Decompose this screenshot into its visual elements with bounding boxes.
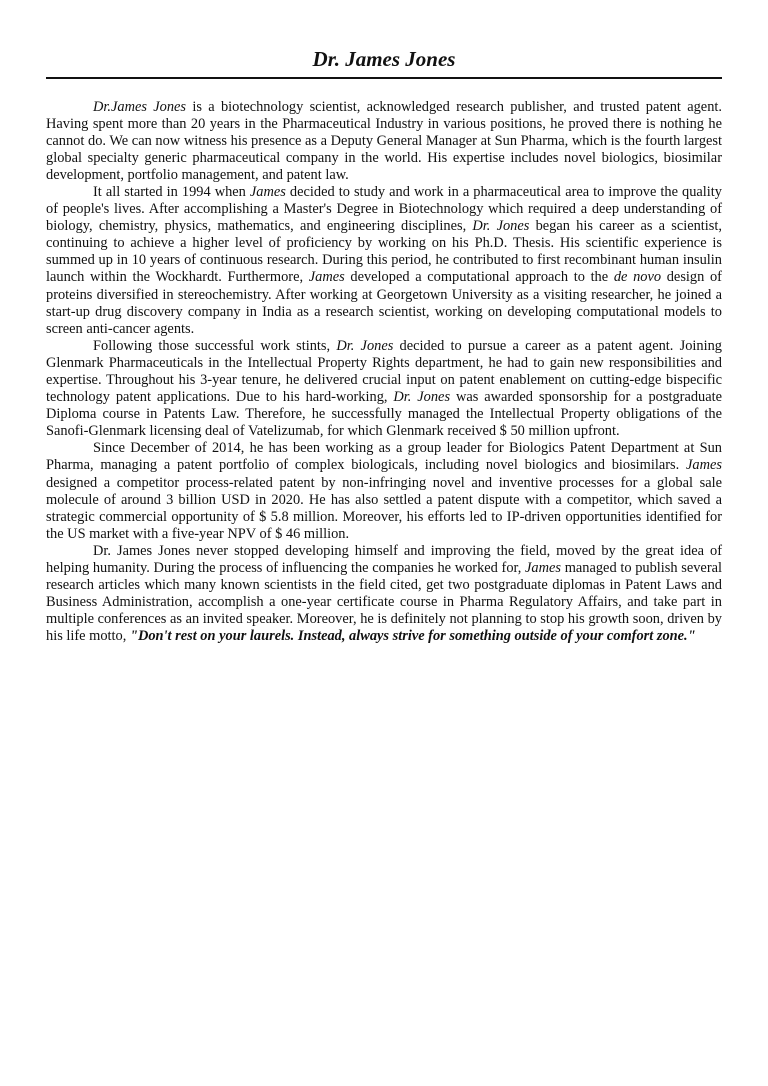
emphasis-text: James bbox=[525, 560, 562, 577]
paragraph-text: decided to pursue a career as a patent agent. Joining Glenmark Pharmaceuticals in the Intellectual Property Rights department, he had to gain new responsibilities and expertise. Throughout his 3-year tenure, he delivered crucial input on patent enablement on cutting-edge bispecific technology patent applications. Due to his hard-working, bbox=[46, 337, 722, 406]
paragraph-4 bbox=[46, 440, 722, 543]
paragraph-text: is a biotechnology scientist, acknowledged research publisher, and trusted patent agent. Having spent more than 20 years in the Pharmaceutical Industry in various positions, he proved there is nothing he cannot do. We can now witness his presence as a Deputy General Manager at Sun Pharma, which is the fourth largest global specialty generic pharmaceutical company in the world. His expertise includes novel biologics, biosimilar development, portfolio management, and patent law. bbox=[46, 98, 722, 183]
document-page bbox=[46, 44, 722, 646]
title-divider bbox=[46, 77, 722, 79]
emphasis-text: James bbox=[308, 269, 345, 286]
emphasis-text: Dr. Jones bbox=[336, 337, 394, 354]
page-title: Dr. James Jones bbox=[312, 47, 456, 71]
paragraph-text: Following those successful work stints, bbox=[93, 337, 337, 354]
paragraph-1 bbox=[46, 99, 722, 184]
emphasis-text: Dr. Jones bbox=[393, 389, 451, 406]
paragraph-text: developed a computational approach to the bbox=[344, 269, 614, 286]
paragraph-2 bbox=[46, 184, 722, 338]
paragraph-3 bbox=[46, 338, 722, 441]
emphasis-text: Dr.James Jones bbox=[93, 98, 187, 115]
paragraph-text: design of proteins diversified in stereochemistry. After working at Georgetown University as a visiting researcher, he joined a start-up drug discovery company in India as a research scientist, working on developing computational models to screen anti-cancer agents. bbox=[46, 269, 722, 337]
paragraph-text: Dr. James Jones never stopped developing himself and improving the field, moved by the great idea of helping humanity. During the process of influencing the companies he worked for, bbox=[46, 542, 722, 577]
paragraph-text: managed to publish several research articles which many known scientists in the field cited, get two postgraduate diplomas in Patent Laws and Business Administration, accomplish a one-year certificate course in Pharma Regulatory Affairs, and take part in multiple conferences as an invited speaker. Moreover, he is definitely not planning to stop his growth soon, driven by his life motto, bbox=[46, 560, 722, 645]
paragraph-text: Since December of 2014, he has been working as a group leader for Biologics Patent Department at Sun Pharma, managing a patent portfolio of complex biologicals, including novel biologics and biosimilars. bbox=[46, 440, 722, 474]
emphasis-text: James bbox=[249, 183, 286, 200]
paragraph-text: designed a competitor process-related patent by non-infringing novel and inventive processes for a global sale molecule of around 3 billion USD in 2020. He has also settled a patent dispute with a competitor, which saved a strategic commercial opportunity of $ 5.8 million. Moreover, his efforts led to IP-driven opportunities identified for the US market with a five-year NPV of $ 46 million. bbox=[46, 474, 722, 542]
paragraph-text: decided to study and work in a pharmaceutical area to improve the quality of people's lives. After accomplishing a Master's Degree in Biotechnology which required a deep understanding of biology, chemistry, physics, mathematics, and engineering disciplines, bbox=[46, 183, 723, 235]
paragraph-text: It all started in 1994 when bbox=[93, 183, 250, 200]
emphasis-text: James bbox=[686, 457, 722, 474]
emphasis-text: de novo bbox=[613, 269, 662, 286]
life-motto-quote: "Don't rest on your laurels. Instead, always strive for something outside of your comfort zone." bbox=[129, 628, 696, 645]
paragraph-text: was awarded sponsorship for a postgraduate Diploma course in Patents Law. Therefore, he successfully managed the Intellectual Property obligations of the Sanofi-Glenmark licensing deal of Vatelizumab, for which Glenmark received $ 50 million upfront. bbox=[46, 389, 722, 440]
emphasis-text: Dr. Jones bbox=[472, 218, 530, 235]
paragraph-text: began his career as a scientist, continuing to achieve a higher level of proficiency by working on his Ph.D. Thesis. His scientific experience is summed up in 10 years of continuous research. During this period, he contributed to first recombinant human insulin launch within the Wockhardt. Furthermore, bbox=[46, 218, 723, 286]
biography-body bbox=[46, 99, 722, 646]
paragraph-5 bbox=[46, 543, 722, 646]
